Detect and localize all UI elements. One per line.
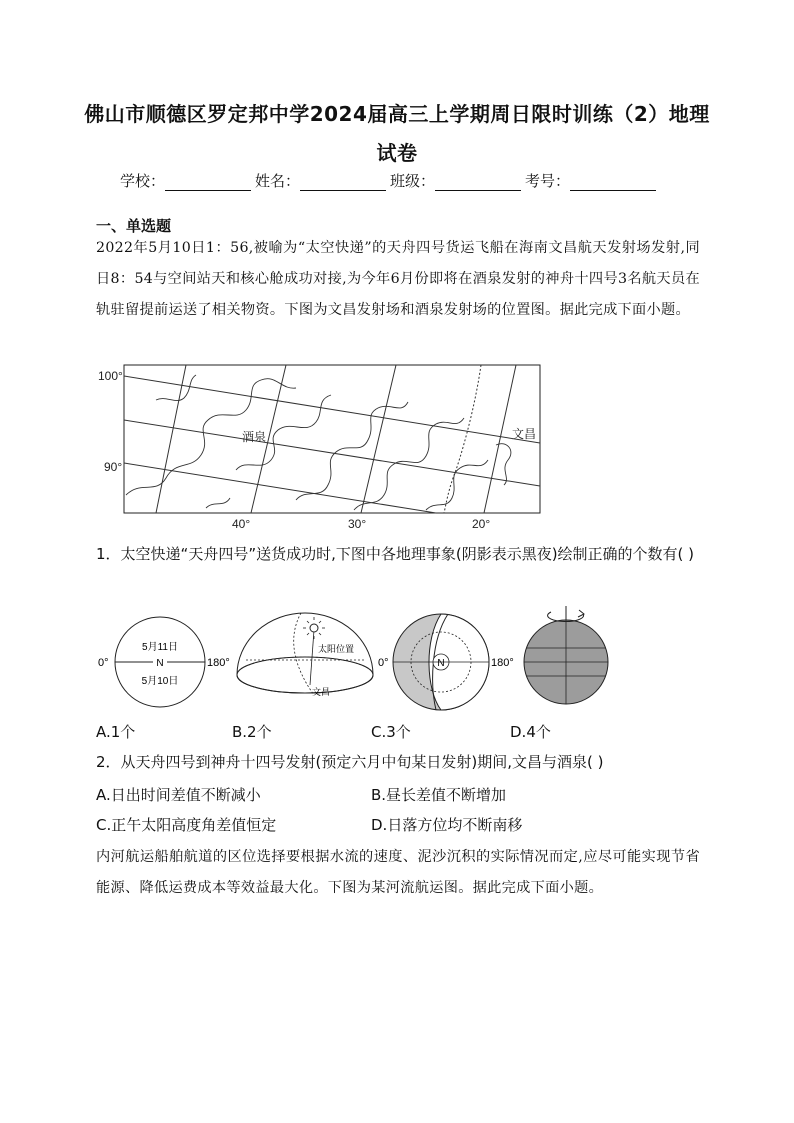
date-may10: 5月10日 bbox=[141, 676, 179, 687]
diagrams-figure bbox=[96, 600, 696, 715]
exam-number-field bbox=[525, 170, 658, 191]
diagram-a bbox=[98, 617, 230, 707]
student-info-row bbox=[120, 170, 680, 191]
name-label: 姓名： bbox=[255, 172, 301, 190]
place-wenchang: 文昌 bbox=[512, 427, 537, 441]
lon-0-label: 0° bbox=[98, 657, 109, 669]
class-field bbox=[390, 170, 523, 191]
exam-number-blank bbox=[570, 176, 656, 191]
lon-0-label-c: 0° bbox=[378, 657, 389, 669]
north-pole-label-c: N bbox=[437, 658, 445, 669]
page-title: 佛山市顺德区罗定邦中学2024届高三上学期周日限时训练（2）地理 bbox=[84, 102, 710, 126]
map-figure bbox=[96, 360, 546, 530]
lon-label-40: 40° bbox=[232, 517, 251, 530]
q2-option-c[interactable]: C.正午太阳高度角差值恒定 bbox=[96, 816, 277, 834]
exam-number-label: 考号： bbox=[525, 172, 571, 190]
lon-180-label: 180° bbox=[207, 657, 230, 669]
q1-option-b[interactable]: B.2个 bbox=[232, 723, 272, 741]
lon-label-20: 20° bbox=[472, 517, 491, 530]
page-title-continued: 试卷 bbox=[376, 141, 418, 165]
school-field bbox=[120, 170, 253, 191]
name-field bbox=[255, 170, 388, 191]
lat-label-100: 100° bbox=[98, 369, 123, 383]
wenchang-label: 文昌 bbox=[312, 687, 331, 697]
sun-position-label: 太阳位置 bbox=[318, 644, 355, 654]
passage-2: 内河航运船舶航道的区位选择要根据水流的速度、泥沙沉积的实际情况而定,应尽可能实现节省能源、降低运费成本等效益最大化。下图为某河流航运图。据此完成下面小题。 bbox=[96, 849, 700, 896]
q2-option-d[interactable]: D.日落方位均不断南移 bbox=[371, 816, 523, 834]
place-jiuquan: 酒泉 bbox=[242, 430, 267, 444]
lat-label-90: 90° bbox=[104, 460, 123, 474]
q2-option-b[interactable]: B.昼长差值不断增加 bbox=[371, 786, 507, 804]
section-title: 一、单选题 bbox=[96, 217, 172, 235]
question-1-text: 1．太空快递“天舟四号”送货成功时,下图中各地理事象(阴影表示黑夜)绘制正确的个数有( ) bbox=[96, 545, 695, 563]
class-blank bbox=[435, 176, 521, 191]
diagram-b bbox=[237, 613, 373, 697]
passage-1: 2022年5月10日1：56,被喻为“太空快递”的天舟四号货运飞船在海南文昌航天发射场发射,同日8：54与空间站天和核心舱成功对接,为今年6月份即将在酒泉发射的神舟十四号3名航天员在轨驻留提前运送了相关物资。下图为文昌发射场和酒泉发射场的位置图。据此完成下面小题。 bbox=[96, 240, 700, 318]
date-may11: 5月11日 bbox=[142, 642, 178, 653]
q1-option-c[interactable]: C.3个 bbox=[371, 723, 411, 741]
diagram-d bbox=[524, 606, 608, 704]
name-blank bbox=[300, 176, 386, 191]
q2-option-a[interactable]: A.日出时间差值不断减小 bbox=[96, 786, 261, 804]
q1-option-a[interactable]: A.1个 bbox=[96, 723, 136, 741]
lon-180-label-c: 180° bbox=[491, 657, 514, 669]
sun-icon bbox=[310, 624, 318, 632]
question-1-diagrams bbox=[96, 600, 696, 719]
diagram-c bbox=[378, 614, 514, 710]
north-pole-label: N bbox=[156, 658, 164, 669]
launch-site-map bbox=[96, 360, 546, 534]
school-blank bbox=[165, 176, 251, 191]
class-label: 班级： bbox=[390, 172, 436, 190]
school-label: 学校： bbox=[120, 172, 166, 190]
lon-label-30: 30° bbox=[348, 517, 367, 530]
question-2-text: 2．从天舟四号到神舟十四号发射(预定六月中旬某日发射)期间,文昌与酒泉( ) bbox=[96, 753, 604, 771]
q1-option-d[interactable]: D.4个 bbox=[510, 723, 551, 741]
